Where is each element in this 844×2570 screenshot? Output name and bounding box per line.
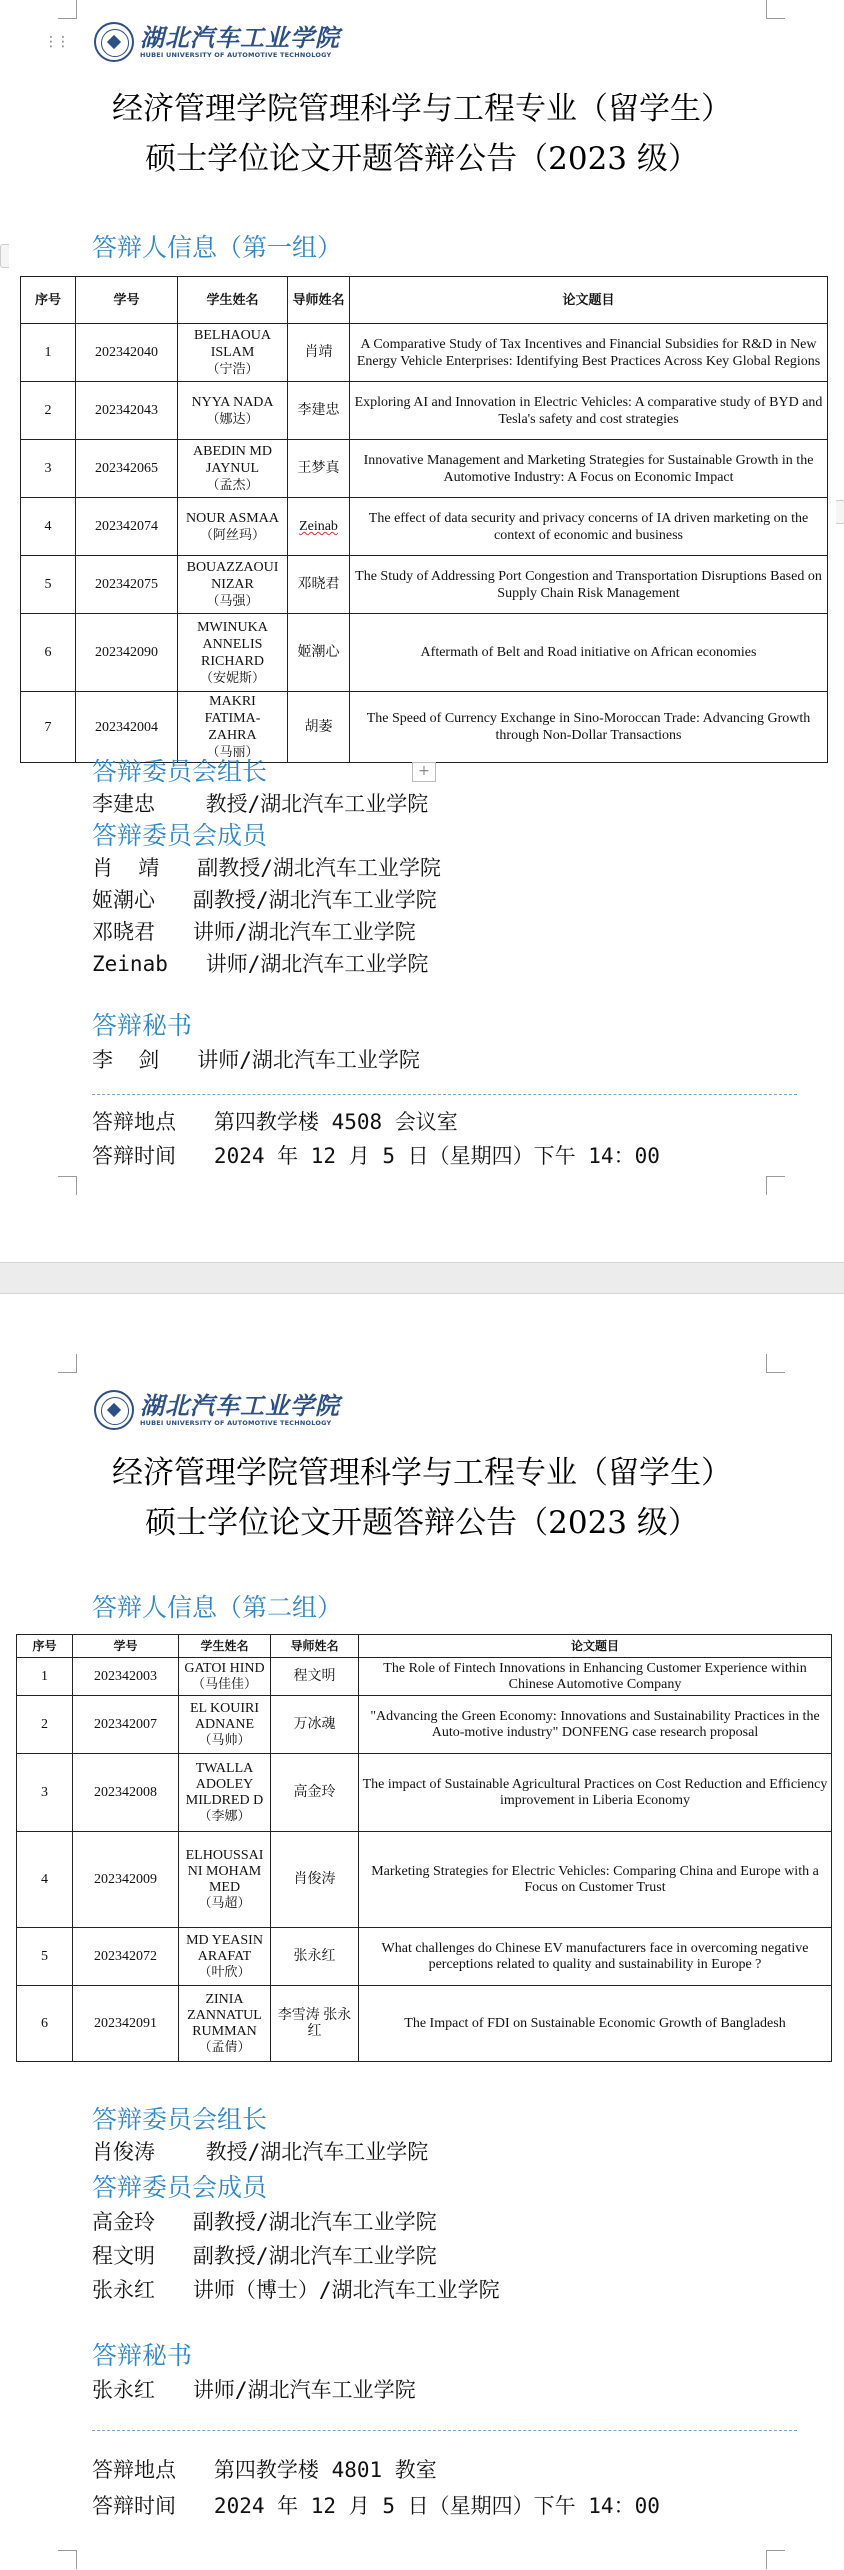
cell-no: 2 [17,1696,73,1754]
page-title-line-2: 硕士学位论文开题答辩公告（2023 级） [145,141,699,177]
cell-advisor: 胡萎 [288,692,350,763]
secretary-heading: 答辩秘书 [92,2341,193,2370]
cell-advisor: 张永红 [271,1928,359,1986]
logo-english-name: HUBEI UNIVERSITY OF AUTOMOTIVE TECHNOLOGY [140,51,332,59]
cell-advisor: 王梦真 [288,440,350,498]
cell-student-id: 202342003 [73,1658,179,1696]
table-header-row [21,277,828,324]
page-corner-mark [766,0,785,19]
committee-chair: 李建忠 教授/湖北汽车工业学院 [92,792,429,816]
cell-topic: Aftermath of Belt and Road initiative on African economies [350,614,828,692]
cell-student-name [178,556,288,614]
page-corner-mark [58,0,77,19]
committee-members-heading: 答辩委员会成员 [92,821,268,850]
logo-chinese-name: 湖北汽车工业学院 [140,1391,340,1420]
student-name-chinese: （叶欣） [198,1964,251,1980]
committee-chair-heading: 答辩委员会组长 [92,2105,268,2134]
header-student-id: 学号 [73,1635,179,1658]
committee-members-heading: 答辩委员会成员 [92,2173,268,2202]
secretary: 李 剑 讲师/湖北汽车工业学院 [92,1048,420,1072]
student-name-latin: EL KOUIRI ADNANE [189,1700,260,1732]
document-page-1 [0,0,844,1262]
cell-topic: The Study of Addressing Port Congestion and Transportation Disruptions Based on Supply Chain Risk Management [350,556,828,614]
cell-student-name [178,614,288,692]
page-corner-mark [766,2550,785,2569]
student-name-latin: MD YEASIN ARAFAT [186,1932,263,1964]
cell-advisor: 程文明 [271,1658,359,1696]
logo-english-name: HUBEI UNIVERSITY OF AUTOMOTIVE TECHNOLOGY [140,1419,332,1427]
student-name-latin: GATOI HIND [184,1660,265,1676]
document-page-2 [0,1294,844,2570]
candidates-table [20,276,828,763]
student-name-chinese: （马强） [206,594,259,609]
cell-student-name [179,1986,271,2062]
cell-no: 5 [21,556,76,614]
secretary: 张永红 讲师/湖北汽车工业学院 [92,2378,416,2402]
cell-topic: A Comparative Study of Tax Incentives and Financial Subsidies for R&D in New Energy Vehicle Enterprises: Identifying Best Practices Across Key Global Regions [350,324,828,382]
cell-student-id: 202342004 [76,692,178,763]
header-advisor: 导师姓名 [271,1635,359,1658]
cell-topic: The Speed of Currency Exchange in Sino-Moroccan Trade: Advancing Growth through Non-Dollar Transactions [350,692,828,763]
drag-handle-icon[interactable]: ⋮⋮ [44,34,68,50]
page-corner-mark [58,1354,77,1373]
university-logo [94,1390,340,1430]
table-row [21,498,828,556]
cell-topic: The effect of data security and privacy concerns of IA driven marketing on the context of economic and business [350,498,828,556]
defense-time: 答辩时间 2024 年 12 月 5 日（星期四）下午 14：00 [92,2494,660,2518]
cell-advisor: 肖靖 [288,324,350,382]
student-name-chinese: （马佳佳） [191,1676,257,1692]
cell-student-id: 202342040 [76,324,178,382]
student-name-chinese: （孟杰） [206,478,259,493]
page-title-line-2: 硕士学位论文开题答辩公告（2023 级） [145,1505,699,1541]
cell-student-id: 202342008 [73,1754,179,1832]
header-topic: 论文题目 [350,277,828,324]
cell-no: 1 [21,324,76,382]
cell-advisor: 万冰魂 [271,1696,359,1754]
student-name-latin: BOUAZZAOUI NIZAR [186,560,279,592]
cell-student-name [178,498,288,556]
header-student-name: 学生姓名 [178,277,288,324]
student-name-latin: ZINIA ZANNATUL RUMMAN [187,1991,262,2039]
table-row [21,440,828,498]
cell-student-name [179,1658,271,1696]
cell-no: 2 [21,382,76,440]
table-row [17,1658,832,1696]
candidates-table [16,1634,832,2062]
cell-no: 3 [21,440,76,498]
table-row [17,1832,832,1928]
header-topic: 论文题目 [359,1635,832,1658]
university-logo [94,22,340,62]
cell-topic: Marketing Strategies for Electric Vehicles: Comparing China and Europe with a Focus on Customer Trust [359,1832,832,1928]
committee-member: 张永红 讲师（博士）/湖北汽车工业学院 [92,2278,500,2302]
cell-advisor: 邓晓君 [288,556,350,614]
group-heading: 答辩人信息（第二组） [92,1593,343,1622]
table-row [21,382,828,440]
page-corner-mark [58,2550,77,2569]
cell-no: 3 [17,1754,73,1832]
student-name-latin: NYYA NADA [191,394,274,410]
margin-marker-icon [0,244,9,268]
header-advisor: 导师姓名 [288,277,350,324]
cell-student-name [179,1754,271,1832]
cell-topic: What challenges do Chinese EV manufacturers face in overcoming negative perceptions related to quality and sustainability in Europe ? [359,1928,832,1986]
cell-student-id: 202342075 [76,556,178,614]
cell-advisor [288,498,350,556]
committee-member: 程文明 副教授/湖北汽车工业学院 [92,2244,437,2268]
committee-chair: 肖俊涛 教授/湖北汽车工业学院 [92,2140,429,2164]
student-name-chinese: （安妮斯） [199,670,265,686]
table-header-row [17,1635,832,1658]
cell-student-id: 202342065 [76,440,178,498]
student-name-chinese: （阿丝玛） [199,527,265,543]
cell-topic: Innovative Management and Marketing Strategies for Sustainable Growth in the Automotive Industry: A Focus on Economic Impact [350,440,828,498]
table-row [17,1754,832,1832]
cell-student-id: 202342091 [73,1986,179,2062]
cell-advisor: 李建忠 [288,382,350,440]
student-name-chinese: （马超） [198,1895,251,1911]
header-no: 序号 [17,1635,73,1658]
page-corner-mark [58,1176,77,1195]
student-name-chinese: （孟倩） [198,2039,251,2055]
committee-chair-heading: 答辩委员会组长 [92,757,268,786]
cell-advisor: 李雪涛 张永红 [271,1986,359,2062]
cell-student-id: 202342074 [76,498,178,556]
student-name-chinese: （娜达） [206,411,259,427]
add-row-plus-icon[interactable]: + [412,762,436,782]
cell-advisor: 肖俊涛 [271,1832,359,1928]
student-name-chinese: （李娜） [198,1808,251,1824]
student-name-latin: MAKRI FATIMA-ZAHRA [204,694,261,743]
cell-student-id: 202342009 [73,1832,179,1928]
cell-topic: The Impact of FDI on Sustainable Economic Growth of Bangladesh [359,1986,832,2062]
committee-member: 高金玲 副教授/湖北汽车工业学院 [92,2210,437,2234]
cell-student-id: 202342090 [76,614,178,692]
cell-student-id: 202342043 [76,382,178,440]
student-name-latin: BELHAOUA ISLAM [194,328,271,360]
cell-topic: The Role of Fintech Innovations in Enhancing Customer Experience within Chinese Automotive Company [359,1658,832,1696]
student-name-latin: TWALLA ADOLEY MILDRED D [185,1760,264,1808]
table-row [17,1986,832,2062]
student-name-latin: MWINUKA ANNELIS RICHARD [197,619,268,669]
table-row [21,324,828,382]
student-name-latin: ABEDIN MD JAYNUL [193,444,272,476]
cell-student-name [179,1928,271,1986]
cell-advisor: 姬潮心 [288,614,350,692]
page-separator [0,1262,844,1294]
university-seal-icon [94,1390,134,1430]
cell-no: 6 [21,614,76,692]
student-name-chinese: （马丽） [206,745,259,760]
committee-member: 姬潮心 副教授/湖北汽车工业学院 [92,888,437,912]
student-name-latin: NOUR ASMAA [186,510,279,526]
defense-location: 答辩地点 第四教学楼 4801 教室 [92,2458,437,2482]
page-title-line-1: 经济管理学院管理科学与工程专业（留学生） [112,1455,732,1491]
committee-member: 肖 靖 副教授/湖北汽车工业学院 [92,856,441,880]
cell-no: 6 [17,1986,73,2062]
logo-chinese-name: 湖北汽车工业学院 [140,23,340,52]
cell-no: 4 [17,1832,73,1928]
cell-student-name [178,440,288,498]
table-row [17,1928,832,1986]
committee-member: 邓晓君 讲师/湖北汽车工业学院 [92,920,416,944]
cell-topic: "Advancing the Green Economy: Innovations and Sustainability Practices in the Auto-motive industry" DONFENG case research proposal [359,1696,832,1754]
cell-advisor: 高金玲 [271,1754,359,1832]
dashed-divider [92,2430,797,2431]
table-row [21,556,828,614]
cell-student-name [178,382,288,440]
cell-student-name [179,1696,271,1754]
group-heading: 答辩人信息（第一组） [92,233,343,262]
university-seal-icon [94,22,134,62]
cell-no: 1 [17,1658,73,1696]
defense-location: 答辩地点 第四教学楼 4508 会议室 [92,1110,458,1134]
margin-marker-icon [836,500,844,524]
defense-time: 答辩时间 2024 年 12 月 5 日（星期四）下午 14：00 [92,1144,660,1168]
dashed-divider [92,1094,797,1095]
cell-no: 5 [17,1928,73,1986]
header-student-id: 学号 [76,277,178,324]
cell-student-name [178,324,288,382]
cell-topic: Exploring AI and Innovation in Electric Vehicles: A comparative study of BYD and Tesla's safety and cost strategies [350,382,828,440]
student-name-latin: ELHOUSSAINI MOHAMMED [185,1847,264,1895]
student-name-chinese: （宁浩） [206,362,259,377]
header-student-name: 学生姓名 [179,1635,271,1658]
advisor-name-spellcheck: Zeinab [299,519,338,534]
cell-student-name [179,1832,271,1928]
committee-member: Zeinab 讲师/湖北汽车工业学院 [92,952,429,976]
cell-topic: The impact of Sustainable Agricultural Practices on Cost Reduction and Efficiency improvement in Liberia Economy [359,1754,832,1832]
cell-no: 7 [21,692,76,763]
table-row [17,1696,832,1754]
table-row [21,614,828,692]
cell-no: 4 [21,498,76,556]
cell-student-id: 202342072 [73,1928,179,1986]
page-title-line-1: 经济管理学院管理科学与工程专业（留学生） [112,91,732,127]
page-corner-mark [766,1354,785,1373]
header-no: 序号 [21,277,76,324]
page-corner-mark [766,1176,785,1195]
secretary-heading: 答辩秘书 [92,1011,193,1040]
cell-student-id: 202342007 [73,1696,179,1754]
student-name-chinese: （马帅） [198,1732,251,1748]
